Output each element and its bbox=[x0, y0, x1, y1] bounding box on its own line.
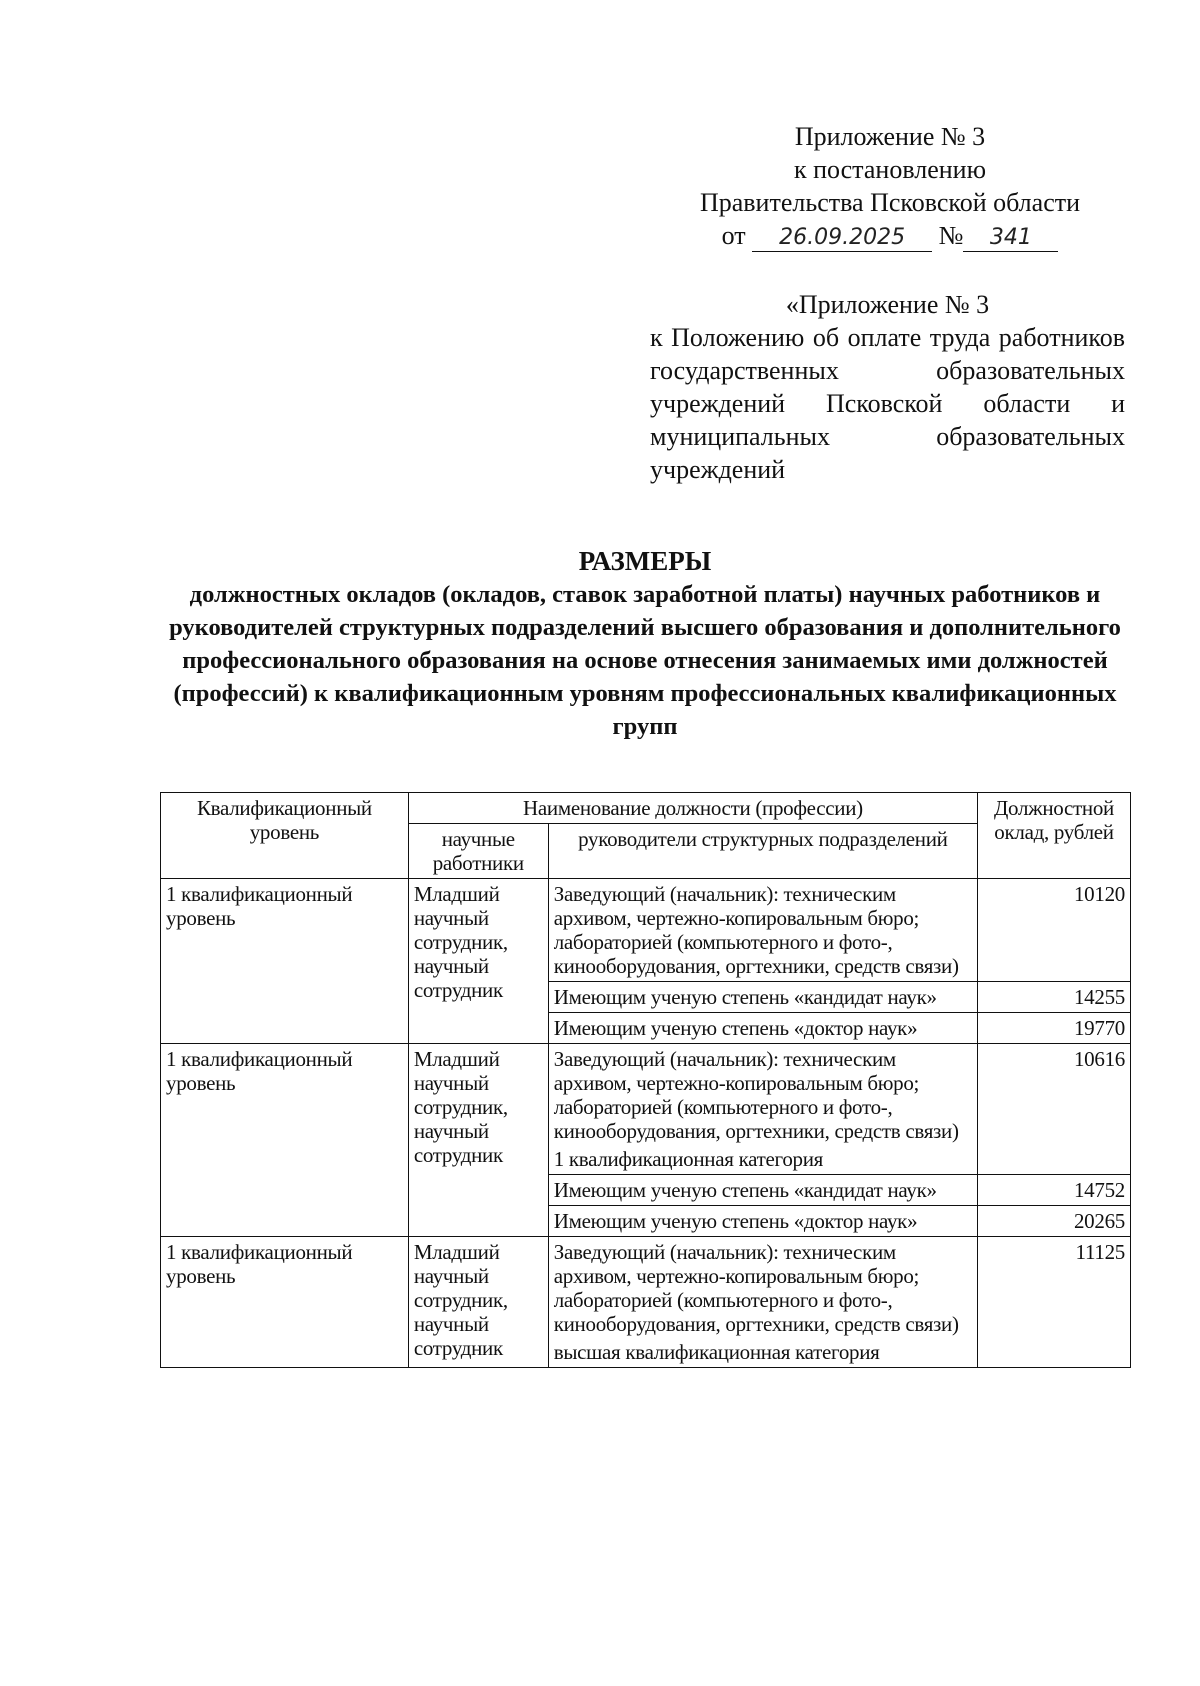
category-note: 1 квалификационная категория bbox=[553, 1147, 824, 1171]
appendix-header bbox=[660, 120, 1120, 252]
header-salary: Должностной оклад, рублей bbox=[978, 793, 1131, 879]
manager-cell bbox=[548, 1237, 977, 1368]
category-note: высшая квалификационная категория bbox=[553, 1340, 880, 1364]
table-row bbox=[161, 879, 1131, 982]
manager-cell bbox=[548, 982, 977, 1013]
table-row bbox=[161, 1044, 1131, 1175]
salary-cell: 10616 bbox=[978, 1044, 1131, 1175]
salary-cell: 20265 bbox=[978, 1206, 1131, 1237]
header-scientific: научные работники bbox=[408, 824, 548, 879]
header-position-name: Наименование должности (профессии) bbox=[408, 793, 977, 824]
scientific-cell: Младший научный сотрудник, научный сотрудник bbox=[408, 1237, 548, 1368]
handwritten-number: 341 bbox=[963, 225, 1058, 252]
table-header-row bbox=[161, 793, 1131, 824]
manager-cell bbox=[548, 1175, 977, 1206]
manager-text: Имеющим ученую степень «доктор наук» bbox=[553, 1016, 918, 1040]
appendix-title: Приложение № 3 bbox=[794, 122, 986, 151]
appendix-issuer: Правительства Псковской области bbox=[699, 188, 1081, 217]
salary-cell: 14752 bbox=[978, 1175, 1131, 1206]
header-managers: руководители структурных подразделений bbox=[548, 824, 977, 879]
salary-table bbox=[160, 792, 1131, 1368]
manager-text: Заведующий (начальник): техническим архивом, чертежно-копировальным бюро; лабораторией (компьютерного и фото-, кинооборудования, оргтехники, средств связи) bbox=[553, 882, 959, 978]
date-prefix: от bbox=[721, 221, 746, 250]
level-cell: 1 квалификационный уровень bbox=[161, 1237, 409, 1368]
reference-text: к Положению об оплате труда работников государственных образовательных учреждений Псковской области и муниципальных образовательных учреждений bbox=[650, 323, 1125, 484]
manager-text: Имеющим ученую степень «доктор наук» bbox=[553, 1209, 918, 1233]
level-cell: 1 квалификационный уровень bbox=[161, 1044, 409, 1237]
title-main: РАЗМЕРЫ bbox=[578, 546, 712, 576]
reference-title: «Приложение № 3 bbox=[785, 290, 990, 319]
manager-text: Заведующий (начальник): техническим архивом, чертежно-копировальным бюро; лабораторией (компьютерного и фото-, кинооборудования, оргтехники, средств связи) bbox=[553, 1240, 959, 1336]
manager-text: Имеющим ученую степень «кандидат наук» bbox=[553, 985, 937, 1009]
header-level: Квалификационный уровень bbox=[161, 793, 409, 879]
salary-cell: 10120 bbox=[978, 879, 1131, 982]
appendix-date-line bbox=[660, 219, 1120, 252]
manager-cell bbox=[548, 1206, 977, 1237]
manager-cell bbox=[548, 1044, 977, 1175]
manager-cell bbox=[548, 879, 977, 982]
manager-cell bbox=[548, 1013, 977, 1044]
level-cell: 1 квалификационный уровень bbox=[161, 879, 409, 1044]
salary-cell: 19770 bbox=[978, 1013, 1131, 1044]
handwritten-date: 26.09.2025 bbox=[752, 225, 932, 252]
manager-text: Имеющим ученую степень «кандидат наук» bbox=[553, 1178, 937, 1202]
title-subtitle: должностных окладов (окладов, ставок заработной платы) научных работников и руководителей структурных подразделений высшего образования и дополнительного профессионального образования на основе отнесения занимаемых ими должностей (профессий) к квалификационным уровням профессиональных квалификационных групп bbox=[169, 581, 1121, 740]
salary-cell: 14255 bbox=[978, 982, 1131, 1013]
document-title bbox=[160, 545, 1130, 743]
reference-block bbox=[650, 288, 1125, 486]
manager-text: Заведующий (начальник): техническим архивом, чертежно-копировальным бюро; лабораторией (компьютерного и фото-, кинооборудования, оргтехники, средств связи) bbox=[553, 1047, 959, 1143]
table-row bbox=[161, 1237, 1131, 1368]
scientific-cell: Младший научный сотрудник, научный сотрудник bbox=[408, 1044, 548, 1237]
appendix-to: к постановлению bbox=[793, 155, 987, 184]
number-prefix: № bbox=[938, 221, 964, 250]
scientific-cell: Младший научный сотрудник, научный сотрудник bbox=[408, 879, 548, 1044]
salary-cell: 11125 bbox=[978, 1237, 1131, 1368]
